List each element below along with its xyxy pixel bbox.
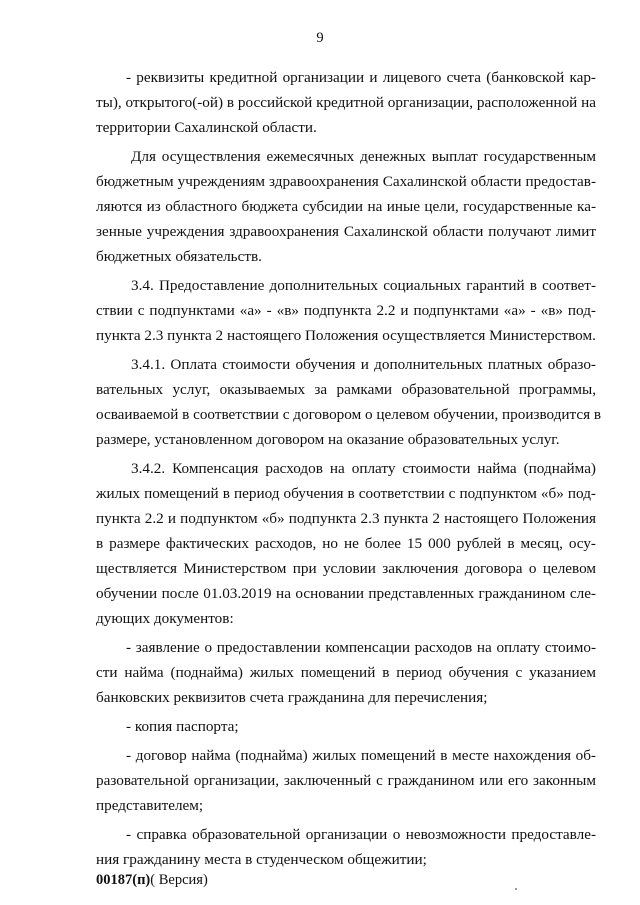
text-line: в размере фактических расходов, но не более 15 000 рублей в месяц, осу- xyxy=(96,535,596,552)
text-line: 3.4. Предоставление дополнительных социальных гарантий в соответ- xyxy=(131,277,596,294)
text-line: ществляется Министерством при условии заключения договора о целевом xyxy=(96,560,596,577)
text-line: жилых помещений в период обучения в соответствии с подпунктом «б» под- xyxy=(96,485,596,502)
text-line: 3.4.2. Компенсация расходов на оплату стоимости найма (поднайма) xyxy=(131,460,596,477)
text-line: бюджетным учреждениям здравоохранения Сахалинской области предостав- xyxy=(96,173,596,190)
text-line: 3.4.1. Оплата стоимости обучения и дополнительных платных образо- xyxy=(131,356,596,373)
text-line: пункта 2.3 пункта 2 настоящего Положения осуществляется Министерством. xyxy=(96,327,596,344)
text-line: - заявление о предоставлении компенсации расходов на оплату стоимо- xyxy=(126,639,596,656)
text-line: пункта 2.2 и подпунктом «б» подпункта 2.3 пункта 2 настоящего Положения xyxy=(96,510,596,527)
text-line: ствии с подпунктами «а» - «в» подпункта 2.2 и подпунктами «а» - «в» под- xyxy=(96,302,596,319)
document-footer xyxy=(96,872,208,889)
scan-dot xyxy=(515,888,517,890)
text-line: банковских реквизитов счета гражданина для перечисления; xyxy=(96,689,488,706)
text-line: вательных услуг, оказываемых за рамками образовательной программы, xyxy=(96,381,596,398)
text-line: - копия паспорта; xyxy=(126,718,239,735)
text-line: разовательной организации, заключенный с гражданином или его законным xyxy=(96,772,596,789)
text-line: ляются из областного бюджета субсидии на иные цели, государственные ка- xyxy=(96,198,596,215)
document-version: ( Версия) xyxy=(150,872,208,888)
document-code: 00187(п) xyxy=(96,872,151,888)
text-line: территории Сахалинской области. xyxy=(96,119,317,136)
text-line: Для осуществления ежемесячных денежных выплат государственным xyxy=(131,148,596,165)
text-line: обучении после 01.03.2019 на основании представленных гражданином сле- xyxy=(96,585,596,602)
text-line: зенные учреждения здравоохранения Сахалинской области получают лимит xyxy=(96,223,596,240)
text-line: - справка образовательной организации о невозможности предоставле- xyxy=(126,826,596,843)
text-line: размере, установленном договором на оказание образовательных услуг. xyxy=(96,431,560,448)
text-line: - договор найма (поднайма) жилых помещений в месте нахождения об- xyxy=(126,747,596,764)
text-line: осваиваемой в соответствии с договором о целевом обучении, производится в xyxy=(96,406,602,423)
text-line: представителем; xyxy=(96,797,204,814)
page-number: 9 xyxy=(316,30,324,46)
text-line: ния гражданину места в студенческом общежитии; xyxy=(96,851,427,868)
text-line: сти найма (поднайма) жилых помещений в период обучения с указанием xyxy=(96,664,596,681)
text-line: бюджетных обязательств. xyxy=(96,248,262,265)
text-line: - реквизиты кредитной организации и лицевого счета (банковской кар- xyxy=(126,69,596,86)
text-line: дующих документов: xyxy=(96,610,234,627)
text-line: ты), открытого(-ой) в российской кредитной организации, расположенной на xyxy=(96,94,596,111)
